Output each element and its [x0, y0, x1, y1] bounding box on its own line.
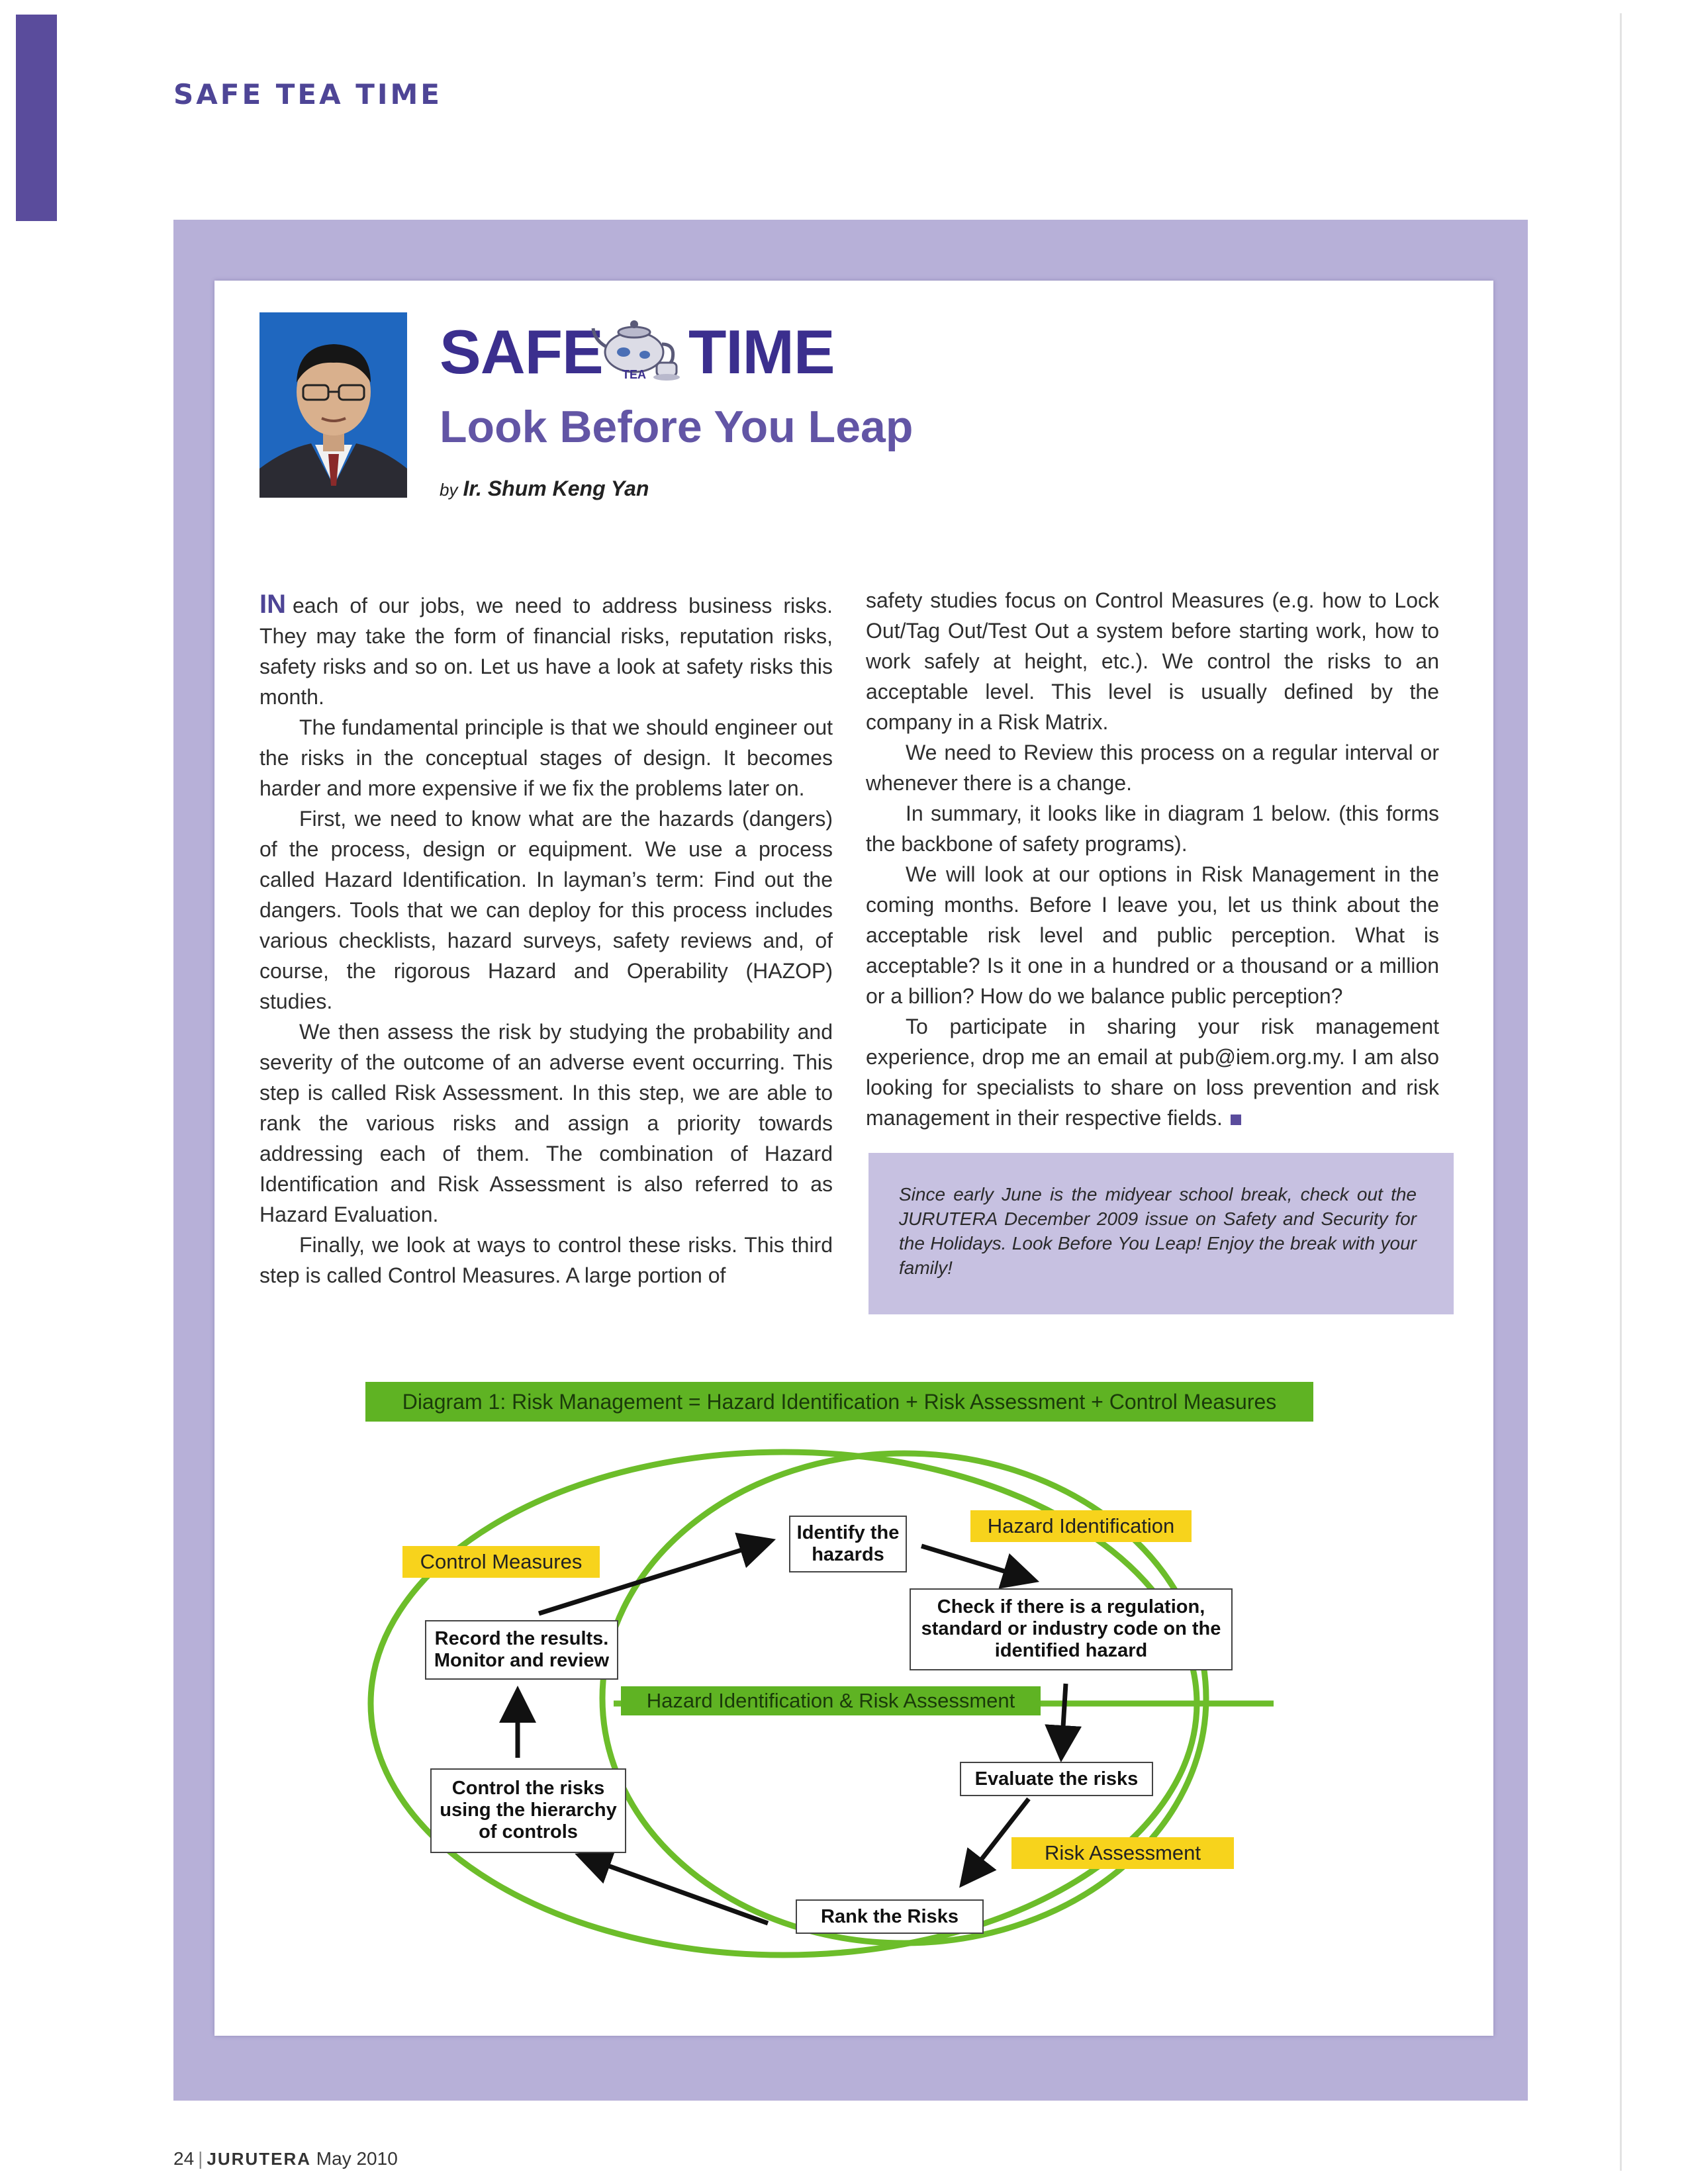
issue-date: May 2010 [316, 2148, 398, 2169]
author-photo [259, 312, 407, 498]
paragraph: We will look at our options in Risk Management in the coming months. Before I leave you, let us think about the acceptable risk level and public perception. What is acceptable? Is it one in a hundred or a thousand or a million or a billion? How do we balance public perception? [866, 862, 1439, 1008]
body-column-1 [259, 589, 833, 1291]
page-number: 24 [173, 2148, 195, 2169]
title-time: TIME [688, 317, 835, 387]
page-footer [173, 2148, 398, 2169]
logo-text: TEA [622, 368, 646, 381]
paragraph: To participate in sharing your risk management experience, drop me an email at pub@iem.org.my. I am also looking for specialists to share on loss prevention and risk management in their respective fields. [866, 1015, 1439, 1130]
risk-management-diagram [365, 1422, 1292, 2017]
title-safe: SAFE [440, 317, 603, 387]
page-edge-rule [1620, 13, 1622, 2171]
paragraph: We need to Review this process on a regular interval or whenever there is a change. [866, 741, 1439, 795]
drop-cap: IN [259, 590, 286, 619]
teapot-logo-icon [590, 308, 688, 383]
article-subtitle: Look Before You Leap [440, 402, 914, 452]
label-control-measures: Control Measures [402, 1546, 600, 1578]
paragraph: First, we need to know what are the hazards (dangers) of the process, design or equipment. We use a process called Hazard Identification. In layman’s term: Find out the dangers. Tools that we can deploy for this process includes various checklists, hazard surveys, safety reviews and, of course, the rigorous Hazard and Operability (HAZOP) studies. [259, 807, 833, 1013]
paragraph: Finally, we look at ways to control these risks. This third step is called Control Measures. A large portion of [259, 1233, 833, 1287]
author-portrait-icon [259, 312, 407, 498]
byline-label: by [440, 480, 458, 500]
box-check-regulation: Check if there is a regulation, standard or industry code on the identified hazard [910, 1588, 1233, 1670]
paragraph: safety studies focus on Control Measures (e.g. how to Lock Out/Tag Out/Test Out a system before starting work, how to work safely at height, etc.). We control the risks to an acceptable level. This level is usually defined by the company in a Risk Matrix. [866, 588, 1439, 734]
arrow-rank-to-control [588, 1858, 768, 1923]
left-color-bar [16, 15, 57, 221]
arrow-check-to-evaluate [1062, 1684, 1066, 1749]
label-hi-ra: Hazard Identification & Risk Assessment [621, 1686, 1041, 1715]
paragraph: We then assess the risk by studying the probability and severity of the outcome of an adverse event occurring. This step is called Risk Assessment. In this step, we are able to rank the various risks and assign a priority towards addressing each of them. The combination of Hazard Identification and Risk Assessment is also referred to as Hazard Evaluation. [259, 1020, 833, 1226]
author-name: Ir. Shum Keng Yan [463, 477, 649, 500]
paragraph: IN each of our jobs, we need to address business risks. They may take the form of financial risks, reputation risks, safety risks and so on. Let us have a look at safety risks this month. [259, 590, 833, 709]
arrow-identify-to-check [921, 1546, 1026, 1578]
end-mark-icon [1231, 1115, 1241, 1125]
paragraph: The fundamental principle is that we should engineer out the risks in the conceptual stages of design. It becomes harder and more expensive if we fix the problems later on. [259, 715, 833, 800]
box-record-results: Record the results. Monitor and review [425, 1620, 618, 1680]
footer-separator: | [198, 2148, 203, 2169]
byline [440, 477, 649, 501]
holiday-note: Since early June is the midyear school break, check out the JURUTERA December 2009 issue on Safety and Security for the Holidays. Look Before You Leap! Enjoy the break with your family! [868, 1153, 1454, 1314]
magazine-name: JURUTERA [207, 2149, 312, 2169]
label-hazard-identification: Hazard Identification [970, 1510, 1192, 1542]
box-rank-risks: Rank the Risks [796, 1899, 984, 1934]
box-evaluate-risks: Evaluate the risks [960, 1762, 1153, 1796]
body-column-2 [866, 585, 1439, 1133]
diagram-caption: Diagram 1: Risk Management = Hazard Identification + Risk Assessment + Control Measures [365, 1382, 1313, 1422]
box-control-risks: Control the risks using the hierarchy of controls [430, 1768, 626, 1853]
box-identify-hazards: Identify the hazards [789, 1516, 907, 1572]
paragraph: In summary, it looks like in diagram 1 below. (this forms the backbone of safety programs). [866, 801, 1439, 856]
label-risk-assessment: Risk Assessment [1011, 1837, 1234, 1869]
section-title: SAFE TEA TIME [173, 78, 442, 111]
